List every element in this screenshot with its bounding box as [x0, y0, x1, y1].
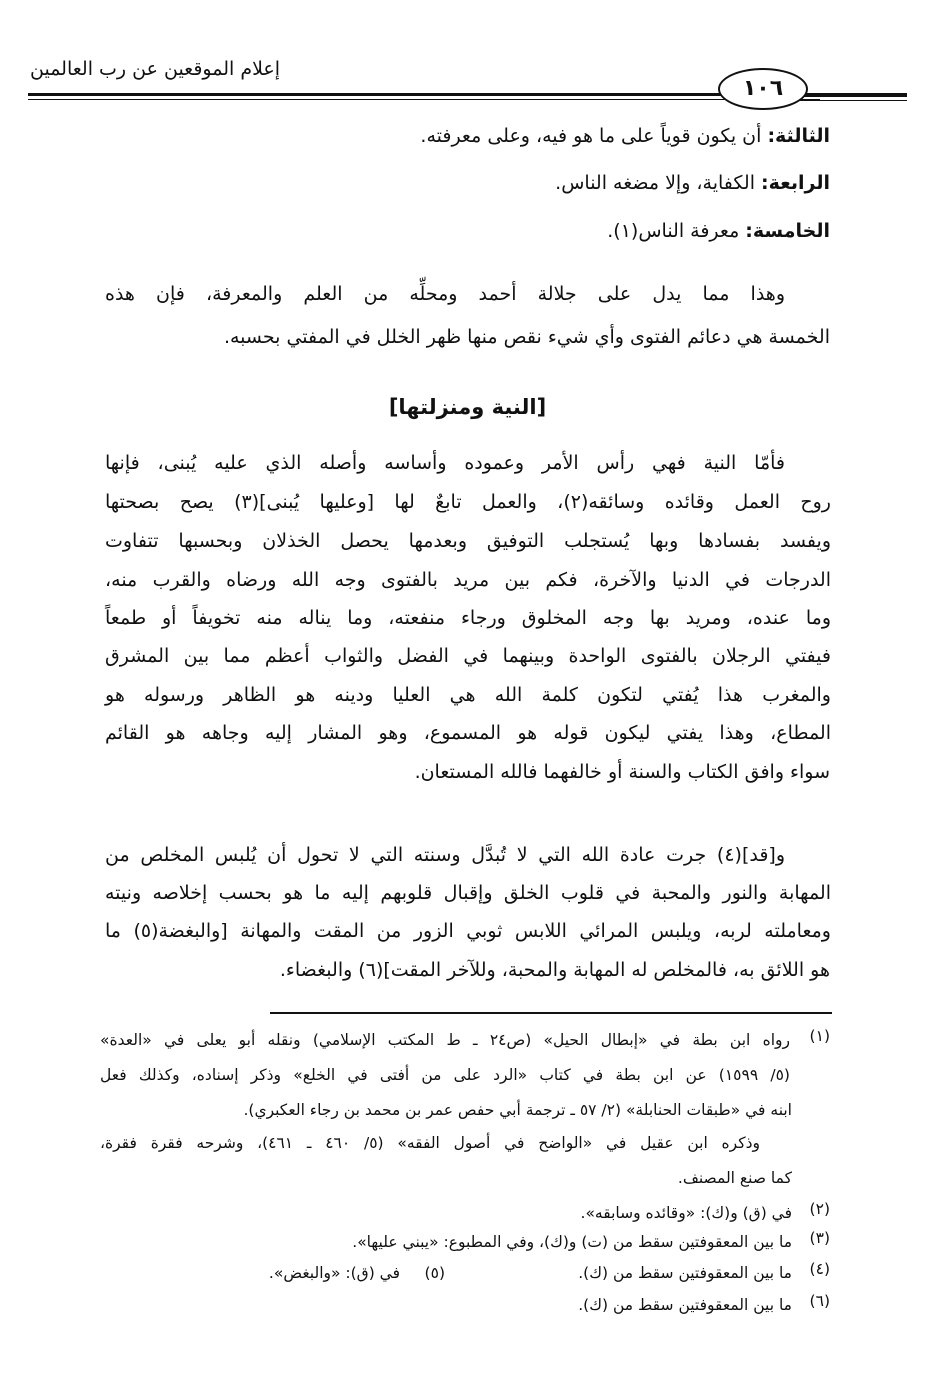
header-rule	[28, 93, 820, 96]
header-rule-right-thin	[800, 100, 907, 101]
condition-item	[555, 168, 830, 198]
item-lead: الرابعة:	[761, 172, 830, 194]
text-line: المطاع، وهذا يفتي ليكون قوله هو المسموع، وهو المشار إليه وجاهه هو القائم	[105, 722, 831, 744]
text-line: وهذا مما يدل على جلالة أحمد ومحلِّه من العلم والمعرفة، فإن هذه	[105, 283, 785, 305]
text-line: فيفتي الرجلان بالفتوى الواحدة وبينهما في الفضل والثواب أعظم مما بين المشرق	[105, 645, 831, 667]
section-heading: [النية ومنزلتها]	[388, 395, 547, 419]
text-line: سواء وافق الكتاب والسنة أو خالفهما فالله المستعان.	[414, 761, 830, 783]
book-title: إعلام الموقعين عن رب العالمين	[30, 58, 281, 80]
footnote-number: (٥)	[424, 1264, 445, 1282]
footnote-line: ما بين المعقوفتين سقط من (ت) و(ك)، وفي المطبوع: «يبني عليها».	[352, 1233, 792, 1251]
footnote-line: ما بين المعقوفتين سقط من (ك).	[578, 1296, 792, 1314]
footnote-line: في (ق) و(ك): «وقائده وسابقه».	[580, 1204, 792, 1222]
footnote-line: وذكره ابن عقيل في «الواضح في أصول الفقه» (٥/ ٤٦٠ ـ ٤٦١)، وشرحه فقرة فقرة،	[100, 1134, 760, 1152]
footnote-line: ما بين المعقوفتين سقط من (ك).	[578, 1264, 792, 1282]
footnote-line: في (ق): «والبغض».	[268, 1264, 400, 1282]
footnote-line: (٥/ ١٥٩٩) عن ابن بطة في كتاب «الرد على من أفتى في الخلع» وذكر إسناده، وكذلك فعل	[100, 1066, 790, 1084]
footnote-number: (١)	[809, 1027, 830, 1045]
footnote-number: (٤)	[809, 1260, 830, 1278]
text-line: ومعاملته لربه، ويلبس المرائي اللابس ثوبي الزور من المقت والمهانة [والبغضة(٥) ما	[105, 920, 831, 942]
text-line: وما عنده، ومريد بها وجه المخلوق ورجاء منفعته، وما يناله منه تخويفاً أو طمعاً	[105, 607, 831, 629]
item-text: أن يكون قوياً على ما هو فيه، وعلى معرفته.	[420, 125, 768, 147]
condition-item	[607, 216, 830, 246]
text-line: فأمّا النية فهي رأس الأمر وعموده وأساسه وأصله الذي عليه يُبنى، فإنها	[105, 452, 785, 474]
footnote-line: كما صنع المصنف.	[677, 1169, 792, 1187]
footnote-number: (٦)	[809, 1292, 830, 1310]
footnote-line: رواه ابن بطة في «إبطال الحيل» (ص٢٤ ـ ط المكتب الإسلامي) ونقله أبو يعلى في «العدة»	[100, 1031, 790, 1049]
page-number: ١٠٦	[718, 68, 808, 110]
text-line: والمغرب هذا يُفتي لتكون كلمة الله هي العليا ودينه هو الظاهر ورسوله هو	[105, 684, 831, 706]
text-line: الدرجات في الدنيا والآخرة، فكم بين مريد بالفتوى وجه الله ورضاه والقرب منه،	[105, 569, 831, 591]
footnote-separator	[270, 1012, 832, 1014]
text-line: ويفسد بفسادها وبها يُستجلب التوفيق وبعدمها يحصل الخذلان وبحسبها تتفاوت	[105, 530, 831, 552]
item-lead: الثالثة:	[767, 125, 830, 147]
text-line: الخمسة هي دعائم الفتوى وأي شيء نقص منها ظهر الخلل في المفتي بحسبه.	[223, 326, 830, 348]
text-line: و[قد](٤) جرت عادة الله التي لا تُبدَّل وسنته التي لا تحول أن يُلبس المخلص من	[105, 844, 785, 866]
footnote-number: (٢)	[809, 1200, 830, 1218]
text-line: روح العمل وقائده وسائقه(٢)، والعمل تابعٌ لها [وعليها يُبنى](٣) يصح بصحتها	[105, 491, 831, 513]
header-rule-thin	[28, 99, 820, 100]
item-lead: الخامسة:	[745, 220, 830, 242]
text-line: المهابة والنور والمحبة في قلوب الخلق وإقبال قلوبهم إليه ما هو بحسب إخلاصه ونيته	[105, 882, 831, 904]
footnote-number: (٣)	[809, 1229, 830, 1247]
header-rule-right	[800, 93, 907, 97]
item-text: الكفاية، وإلا مضغه الناس.	[555, 172, 762, 194]
text-line: هو اللائق به، فالمخلص له المهابة والمحبة، وللآخر المقت](٦) والبغضاء.	[279, 959, 830, 981]
footnote-line: ابنه في «طبقات الحنابلة» (٢/ ٥٧ ـ ترجمة أبي حفص عمر بن محمد بن رجاء العكبري).	[243, 1101, 792, 1119]
condition-item	[420, 121, 830, 151]
item-text: معرفة الناس(١).	[607, 220, 746, 242]
